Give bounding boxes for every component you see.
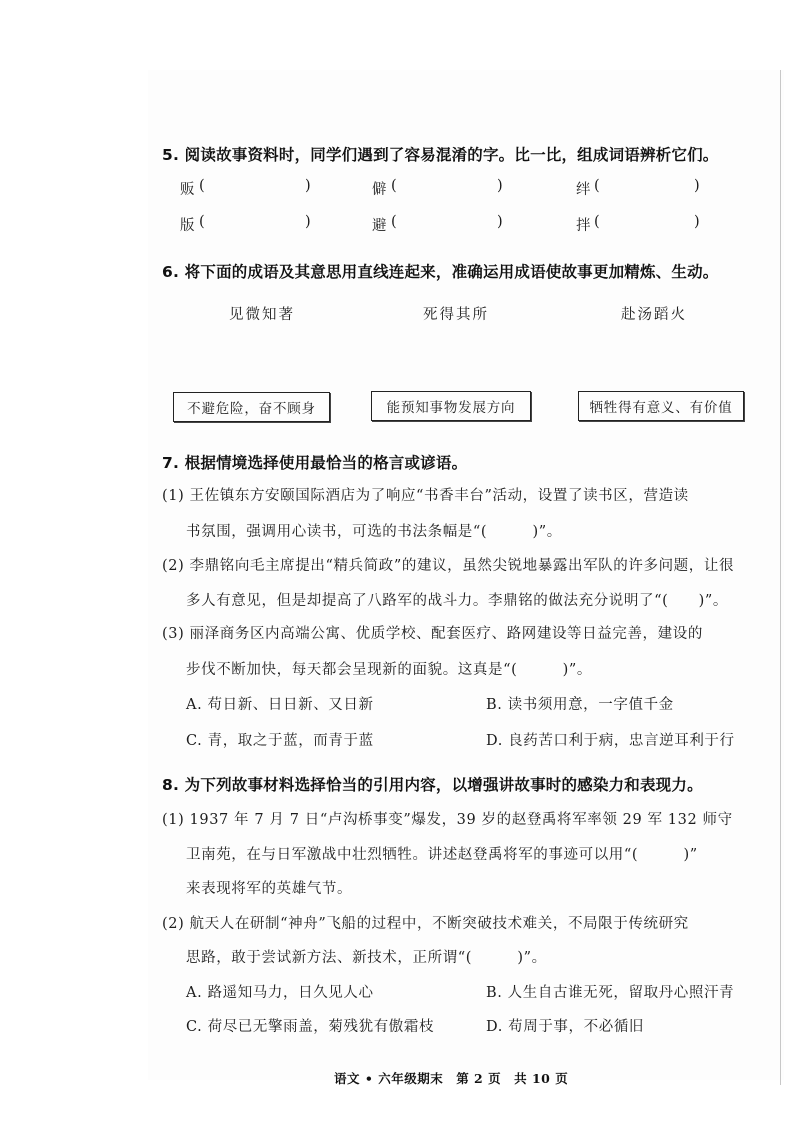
q7-option-d: D. 良药苦口利于病，忠言逆耳利于行 — [486, 733, 735, 749]
q5-char: 贩 — [180, 182, 196, 198]
q8-item-2-line-1: (2) 航天人在研制“神舟”飞船的过程中，不断突破技术难关，不局限于传统研究 — [162, 916, 689, 932]
q5-open-paren: ( — [199, 214, 205, 230]
q6-meaning: 牺牲得有意义、有价值 — [589, 400, 733, 416]
q7-item-1-line-1: (1) 王佐镇东方安颐国际酒店为了响应“书香丰台”活动，设置了读书区，营造读 — [162, 488, 689, 504]
q7-item-1-line-2: 书氛围，强调用心读书，可选的书法条幅是“( )”。 — [186, 524, 562, 540]
q6-meaning: 能预知事物发展方向 — [386, 400, 516, 416]
q8-item-1-line-3: 来表现将军的英雄气节。 — [186, 881, 353, 897]
q5-open-paren: ( — [391, 178, 397, 194]
q6-idiom: 赴汤蹈火 — [621, 307, 687, 323]
q7-item-2-line-2: 多人有意见，但是却提高了八路军的战斗力。李鼎铭的做法充分说明了“( )”。 — [186, 593, 728, 609]
q5-title: 5. 阅读故事资料时，同学们遇到了容易混淆的字。比一比，组成词语辨析它们。 — [162, 146, 719, 164]
q6-meaning-box — [173, 392, 330, 422]
page-footer: 语文 • 六年级期末 第 2 页 共 10 页 — [334, 1071, 569, 1086]
q5-close-paren: ) — [497, 178, 503, 194]
q5-close-paren: ) — [305, 214, 311, 230]
q5-char: 僻 — [372, 182, 388, 198]
q7-option-c: C. 青，取之于蓝，而青于蓝 — [186, 733, 374, 749]
q5-open-paren: ( — [594, 214, 600, 230]
q7-option-b: B. 读书须用意，一字值千金 — [486, 697, 674, 713]
q5-close-paren: ) — [694, 214, 700, 230]
q8-title: 8. 为下列故事材料选择恰当的引用内容，以增强讲故事时的感染力和表现力。 — [162, 776, 703, 794]
q7-item-3-line-1: (3) 丽泽商务区内高端公寓、优质学校、配套医疗、路网建设等日益完善，建设的 — [162, 626, 703, 642]
q5-char: 版 — [180, 218, 196, 234]
q8-option-a: A. 路遥知马力，日久见人心 — [186, 985, 374, 1001]
q5-open-paren: ( — [199, 178, 205, 194]
q5-close-paren: ) — [305, 178, 311, 194]
q6-idiom: 见微知著 — [229, 307, 295, 323]
q5-char: 拌 — [576, 218, 592, 234]
q5-open-paren: ( — [594, 178, 600, 194]
q8-option-c: C. 荷尽已无擎雨盖，菊残犹有傲霜枝 — [186, 1019, 435, 1035]
page-edge — [780, 70, 781, 1085]
q6-meaning-box — [371, 391, 531, 421]
q7-item-3-line-2: 步伐不断加快，每天都会呈现新的面貌。这真是“( )”。 — [186, 662, 593, 678]
q5-char: 避 — [372, 218, 388, 234]
q7-option-a: A. 苟日新、日日新、又日新 — [186, 697, 374, 713]
q6-idiom: 死得其所 — [423, 307, 489, 323]
q7-item-2-line-1: (2) 李鼎铭向毛主席提出“精兵简政”的建议，虽然尖锐地暴露出军队的许多问题，让很 — [162, 558, 735, 574]
q8-item-1-line-1: (1) 1937 年 7 月 7 日“卢沟桥事变”爆发，39 岁的赵登禹将军率领 29 军 132 师守 — [162, 812, 733, 828]
q8-option-b: B. 人生自古谁无死，留取丹心照汗青 — [486, 985, 735, 1001]
q7-title: 7. 根据情境选择使用最恰当的格言或谚语。 — [162, 454, 468, 472]
q6-meaning-box — [578, 391, 744, 421]
q5-char: 绊 — [576, 182, 592, 198]
q5-close-paren: ) — [694, 178, 700, 194]
q8-item-2-line-2: 思路，敢于尝试新方法、新技术，正所谓“( )”。 — [186, 950, 547, 966]
q8-option-d: D. 苟周于事，不必循旧 — [486, 1019, 645, 1035]
q8-item-1-line-2: 卫南苑，在与日军激战中壮烈牺牲。讲述赵登禹将军的事迹可以用“( )” — [186, 847, 698, 863]
q6-title: 6. 将下面的成语及其意思用直线连起来，准确运用成语使故事更加精炼、生动。 — [162, 263, 719, 281]
q5-open-paren: ( — [391, 214, 397, 230]
q6-meaning: 不避危险，奋不顾身 — [187, 401, 316, 417]
q5-close-paren: ) — [497, 214, 503, 230]
